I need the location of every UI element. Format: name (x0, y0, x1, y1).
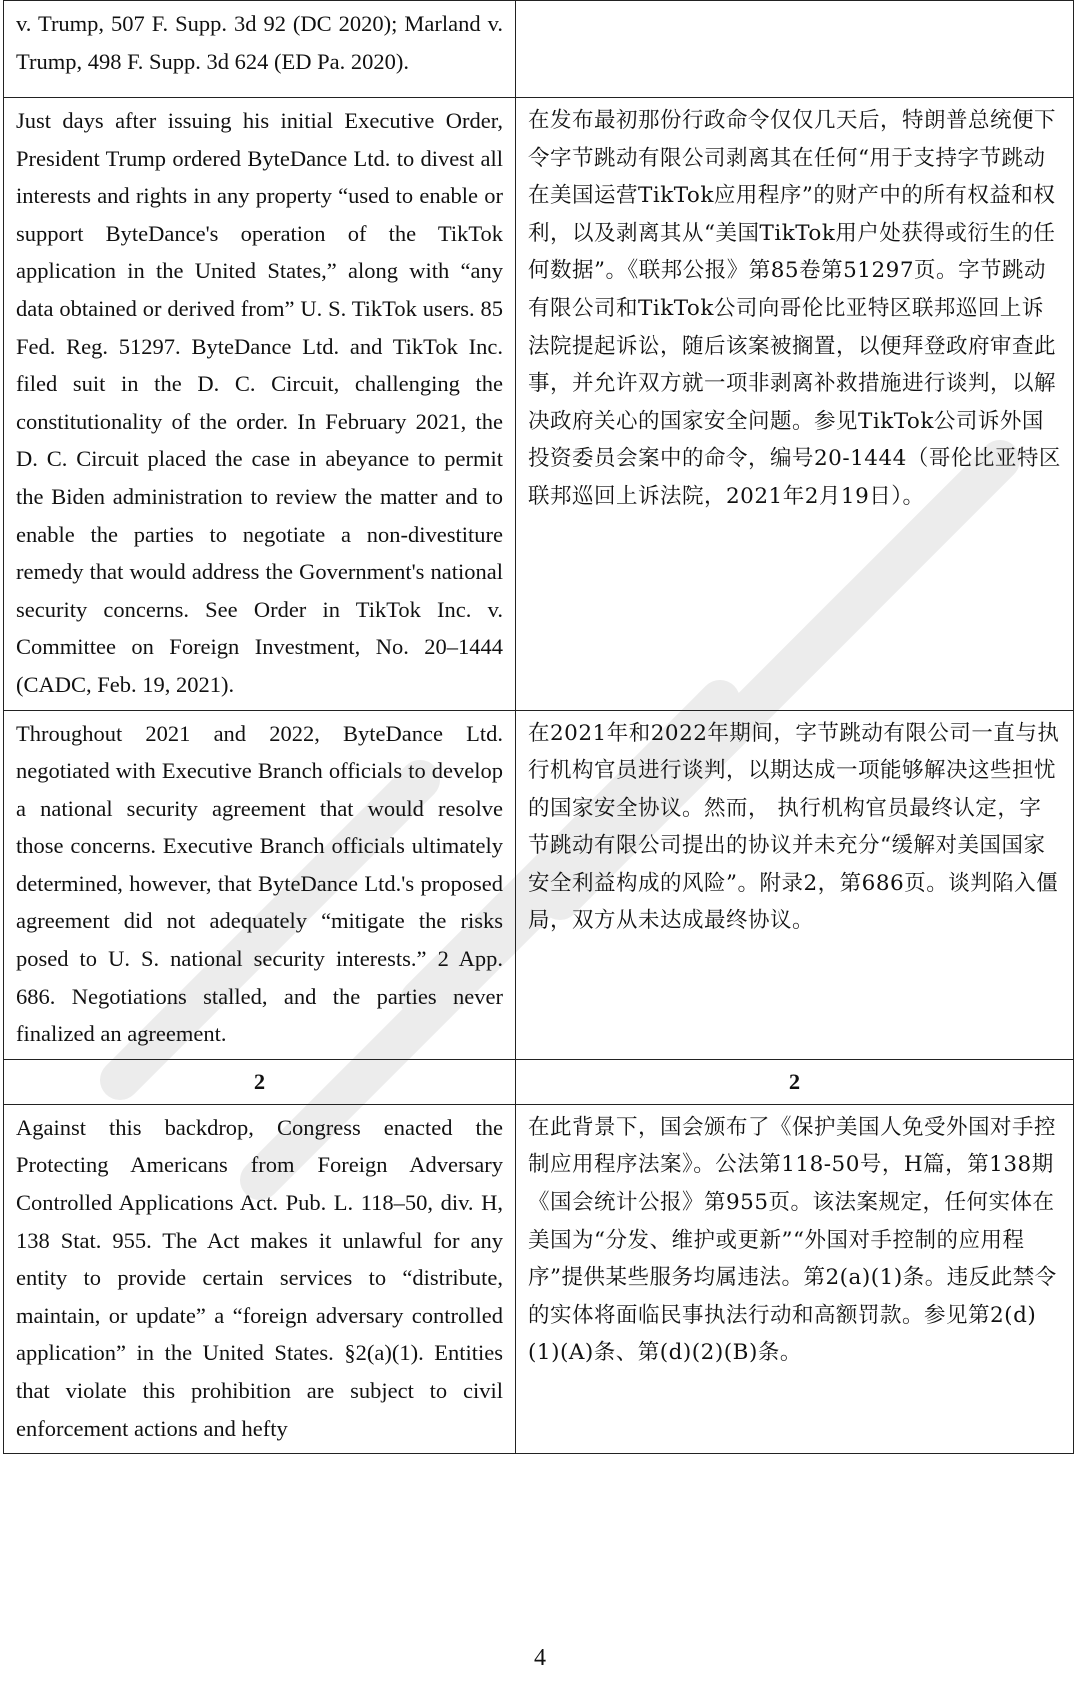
table-row (4, 98, 1074, 711)
table-row (4, 1104, 1074, 1453)
chinese-cell (516, 1, 1074, 98)
table-row (4, 1, 1074, 98)
chinese-cell: 在发布最初那份行政命令仅仅几天后，特朗普总统便下令字节跳动有限公司剥离其在任何“用于支持字节跳动在美国运营TikTok应用程序”的财产中的所有权益和权利，以及剥离其从“美国TikTok用户处获得或衍生的任何数据”。《联邦公报》第85卷第51297页。字节跳动有限公司和TikTok公司向哥伦比亚特区联邦巡回上诉法院提起诉讼，随后该案被搁置，以便拜登政府审查此事，并允许双方就一项非剥离补救措施进行谈判，以解决政府关心的国家安全问题。参见TikTok公司诉外国投资委员会案中的命令，编号20-1444（哥伦比亚特区联邦巡回上诉法院，2021年2月19日）。 (516, 98, 1074, 711)
english-cell: Against this backdrop, Congress enacted the Protecting Americans from Foreign Adversary Controlled Applications Act. Pub. L. 118–50, div. H, 138 Stat. 955. The Act makes it unlawful for any entity to provide certain services to “distribute, maintain, or update” a “foreign adversary controlled application” in the United States. §2(a)(1). Entities that violate this prohibition are subject to civil enforcement actions and hefty (4, 1104, 516, 1453)
english-cell: v. Trump, 507 F. Supp. 3d 92 (DC 2020); Marland v. Trump, 498 F. Supp. 3d 624 (ED Pa. 2020). (4, 1, 516, 98)
english-cell: Just days after issuing his initial Executive Order, President Trump ordered ByteDance Ltd. to divest all interests and rights in any property “used to enable or support ByteDance's operation of the TikTok application in the United States,” along with “any data obtained or derived from” U. S. TikTok users. 85 Fed. Reg. 51297. ByteDance Ltd. and TikTok Inc. filed suit in the D. C. Circuit, challenging the constitutionality of the order. In February 2021, the D. C. Circuit placed the case in abeyance to permit the Biden administration to review the matter and to enable the parties to negotiate a non-divestiture remedy that would address the Government's national security concerns. See Order in TikTok Inc. v. Committee on Foreign Investment, No. 20–1444 (CADC, Feb. 19, 2021). (4, 98, 516, 711)
page-number: 4 (534, 1645, 546, 1671)
section-heading-row (4, 1059, 1074, 1104)
chinese-cell: 在此背景下，国会颁布了《保护美国人免受外国对手控制应用程序法案》。公法第118-50号，H篇，第138期《国会统计公报》第955页。该法案规定，任何实体在美国为“分发、维护或更新”“外国对手控制的应用程序”提供某些服务均属违法。第2(a)(1)条。违反此禁令的实体将面临民事执法行动和高额罚款。参见第2(d)(1)(A)条、第(d)(2)(B)条。 (516, 1104, 1074, 1453)
section-number: 2 (4, 1059, 516, 1104)
table-row (4, 710, 1074, 1059)
english-cell: Throughout 2021 and 2022, ByteDance Ltd. negotiated with Executive Branch officials to develop a national security agreement that would resolve those concerns. Executive Branch officials ultimately determined, however, that ByteDance Ltd.'s proposed agreement did not adequately “mitigate the risks posed to U. S. national security interests.” 2 App. 686. Negotiations stalled, and the parties never finalized an agreement. (4, 710, 516, 1059)
bilingual-translation-table (3, 0, 1074, 1454)
chinese-cell: 在2021年和2022年期间，字节跳动有限公司一直与执行机构官员进行谈判，以期达成一项能够解决这些担忧的国家安全协议。然而， 执行机构官员最终认定，字节跳动有限公司提出的协议并未充分“缓解对美国国家安全利益构成的风险”。附录2，第686页。谈判陷入僵局，双方从未达成最终协议。 (516, 710, 1074, 1059)
section-number: 2 (516, 1059, 1074, 1104)
